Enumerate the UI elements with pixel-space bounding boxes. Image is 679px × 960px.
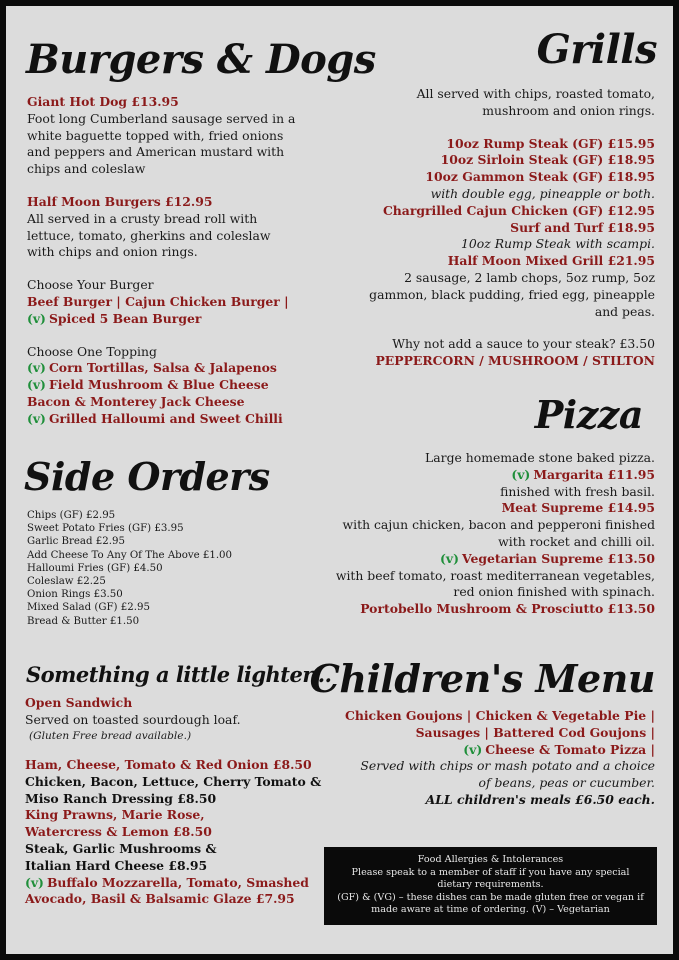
topping-item	[27, 377, 317, 394]
side-item: Onion Rings £3.50	[27, 589, 123, 601]
grill-note: 10oz Rump Steak with scampi.	[461, 236, 655, 252]
pizza-section	[315, 450, 655, 618]
sandwich-item: King Prawns, Marie Rose,	[25, 807, 205, 823]
topping-item	[27, 394, 317, 411]
pizza-title: Pizza	[534, 392, 643, 437]
childrens-items	[315, 742, 655, 759]
served-on-text: Served on toasted sourdough loaf.	[25, 711, 241, 727]
vegetarian-icon: (v)	[440, 550, 459, 566]
childrens-served: of beans, peas or cucumber.	[478, 775, 655, 791]
hotdog-desc: chips and coleslaw	[27, 161, 146, 177]
vegetarian-icon: (v)	[27, 310, 46, 326]
sandwich-item: Miso Ranch Dressing £8.50	[25, 790, 217, 806]
hotdog-desc: Foot long Cumberland sausage served in a	[27, 110, 296, 126]
pizza-line: red onion finished with spinach.	[453, 584, 655, 600]
allergy-title: Food Allergies & Intolerances	[417, 854, 564, 865]
vegetarian-icon: (v)	[27, 360, 46, 376]
childrens-section	[315, 708, 655, 809]
hotdog-name: Giant Hot Dog £13.95	[27, 94, 179, 109]
side-item: Chips (GF) £2.95	[27, 510, 116, 521]
grill-item: Surf and Turf £18.95	[510, 219, 655, 235]
sides-list	[27, 509, 307, 628]
burger-option-bean: Spiced 5 Bean Burger	[48, 310, 202, 326]
topping-text: Corn Tortillas, Salsa & Jalapenos	[48, 360, 277, 376]
topping-item	[27, 411, 317, 428]
choose-burger-label: Choose Your Burger	[27, 277, 154, 293]
grill-item: 10oz Sirloin Steak (GF) £18.95	[440, 152, 655, 168]
childrens-items: Sausages | Battered Cod Goujons |	[415, 724, 655, 740]
side-item: Bread & Butter £1.50	[27, 615, 140, 627]
topping-text: Field Mushroom & Blue Cheese	[48, 377, 269, 393]
grill-desc: 2 sausage, 2 lamb chops, 5oz rump, 5oz	[404, 269, 655, 285]
pizza-item: Portobello Mushroom & Prosciutto £13.50	[360, 601, 655, 617]
sandwich-item: Watercress & Lemon £8.50	[25, 824, 212, 840]
vegetarian-icon: (v)	[27, 377, 46, 393]
sauce-prompt: Why not add a sauce to your steak? £3.50	[392, 336, 655, 352]
halfmoon-desc: lettuce, tomato, gherkins and coleslaw	[27, 227, 271, 243]
grill-note: with double egg, pineapple or both.	[430, 185, 655, 201]
pizza-line: Large homemade stone baked pizza.	[425, 450, 655, 465]
sandwich-item: Italian Hard Cheese £8.95	[25, 857, 208, 873]
grills-intro: All served with chips, roasted tomato,	[416, 86, 655, 101]
gluten-free-note: (Gluten Free bread available.)	[29, 729, 192, 742]
grill-item: 10oz Rump Steak (GF) £15.95	[446, 135, 655, 151]
sauce-options: PEPPERCORN / MUSHROOM / STILTON	[375, 353, 655, 369]
grills-title: Grills	[536, 26, 657, 73]
side-item: Halloumi Fries (GF) £4.50	[27, 562, 163, 574]
pizza-line: with rocket and chilli oil.	[498, 533, 655, 549]
sandwich-item	[25, 875, 325, 892]
sandwich-item: Avocado, Basil & Balsamic Glaze £7.95	[25, 891, 295, 907]
pizza-line: with beef tomato, roast mediterranean vegetables,	[335, 567, 655, 583]
burgers-title: Burgers & Dogs	[26, 36, 376, 83]
vegetarian-icon: (v)	[25, 874, 44, 890]
halfmoon-desc: with chips and onion rings.	[27, 244, 198, 260]
sandwich-item: Ham, Cheese, Tomato & Red Onion £8.50	[25, 757, 312, 772]
side-item: Sweet Potato Fries (GF) £3.95	[27, 523, 184, 535]
pizza-item-text: Vegetarian Supreme £13.50	[461, 550, 655, 566]
vegetarian-icon: (v)	[463, 741, 483, 757]
choose-topping-label: Choose One Topping	[27, 343, 157, 359]
topping-item	[27, 360, 317, 377]
side-item: Coleslaw £2.25	[27, 576, 106, 588]
pizza-item-text: Margarita £11.95	[533, 466, 655, 482]
grill-desc: gammon, black pudding, fried egg, pineapple	[369, 286, 655, 302]
childrens-menu-title: Children's Menu	[309, 656, 655, 701]
childrens-price: ALL children's meals £6.50 each.	[425, 791, 655, 807]
sides-title: Side Orders	[24, 454, 270, 499]
allergy-line: made aware at time of ordering. (V) – Vegetarian	[371, 904, 610, 916]
sandwich-item-text: Buffalo Mozzarella, Tomato, Smashed	[46, 874, 309, 890]
pizza-item	[315, 467, 655, 484]
pizza-item: Meat Supreme £14.95	[501, 500, 655, 516]
allergy-line: dietary requirements.	[437, 879, 544, 891]
topping-text: Bacon & Monterey Jack Cheese	[27, 393, 245, 409]
halfmoon-name: Half Moon Burgers £12.95	[27, 193, 213, 209]
sandwich-item: Steak, Garlic Mushrooms &	[25, 840, 217, 856]
grills-intro: mushroom and onion rings.	[482, 102, 655, 118]
side-item: Mixed Salad (GF) £2.95	[27, 602, 150, 614]
lighter-section	[25, 695, 325, 908]
childrens-served: Served with chips or mash potato and a choice	[360, 758, 655, 774]
allergy-line: Please speak to a member of staff if you have any special	[351, 866, 630, 878]
childrens-item-text: Cheese & Tomato Pizza |	[485, 741, 655, 757]
grill-item: Chargrilled Cajun Chicken (GF) £12.95	[382, 202, 655, 218]
vegetarian-icon: (v)	[27, 410, 46, 426]
halfmoon-desc: All served in a crusty bread roll with	[27, 210, 258, 226]
grill-item: 10oz Gammon Steak (GF) £18.95	[425, 169, 655, 185]
burger-options	[27, 311, 317, 328]
hotdog-desc: and peppers and American mustard with	[27, 144, 285, 160]
lighter-title: Something a little lighter...	[26, 662, 332, 687]
side-item: Add Cheese To Any Of The Above £1.00	[27, 549, 233, 561]
side-item: Garlic Bread £2.95	[27, 536, 125, 548]
childrens-items: Chicken Goujons | Chicken & Vegetable Pie |	[344, 708, 655, 723]
sandwich-item: Chicken, Bacon, Lettuce, Cherry Tomato &	[25, 773, 322, 789]
hotdog-desc: white baguette topped with, fried onions	[27, 127, 284, 143]
pizza-line: finished with fresh basil.	[500, 483, 655, 499]
burger-options: Beef Burger | Cajun Chicken Burger |	[27, 293, 289, 309]
grill-item: Half Moon Mixed Grill £21.95	[447, 253, 655, 269]
allergy-notice	[324, 847, 657, 925]
pizza-item	[315, 551, 655, 568]
grills-section	[315, 86, 655, 370]
open-sandwich-title: Open Sandwich	[25, 695, 133, 710]
vegetarian-icon: (v)	[511, 466, 531, 482]
pizza-line: with cajun chicken, bacon and pepperoni finished	[342, 517, 655, 533]
topping-text: Grilled Halloumi and Sweet Chilli	[48, 410, 283, 426]
allergy-line: (GF) & (VG) – these dishes can be made gluten free or vegan if	[337, 891, 644, 903]
burgers-section	[27, 94, 317, 428]
menu-page	[6, 6, 673, 954]
grill-desc: and peas.	[594, 303, 655, 319]
